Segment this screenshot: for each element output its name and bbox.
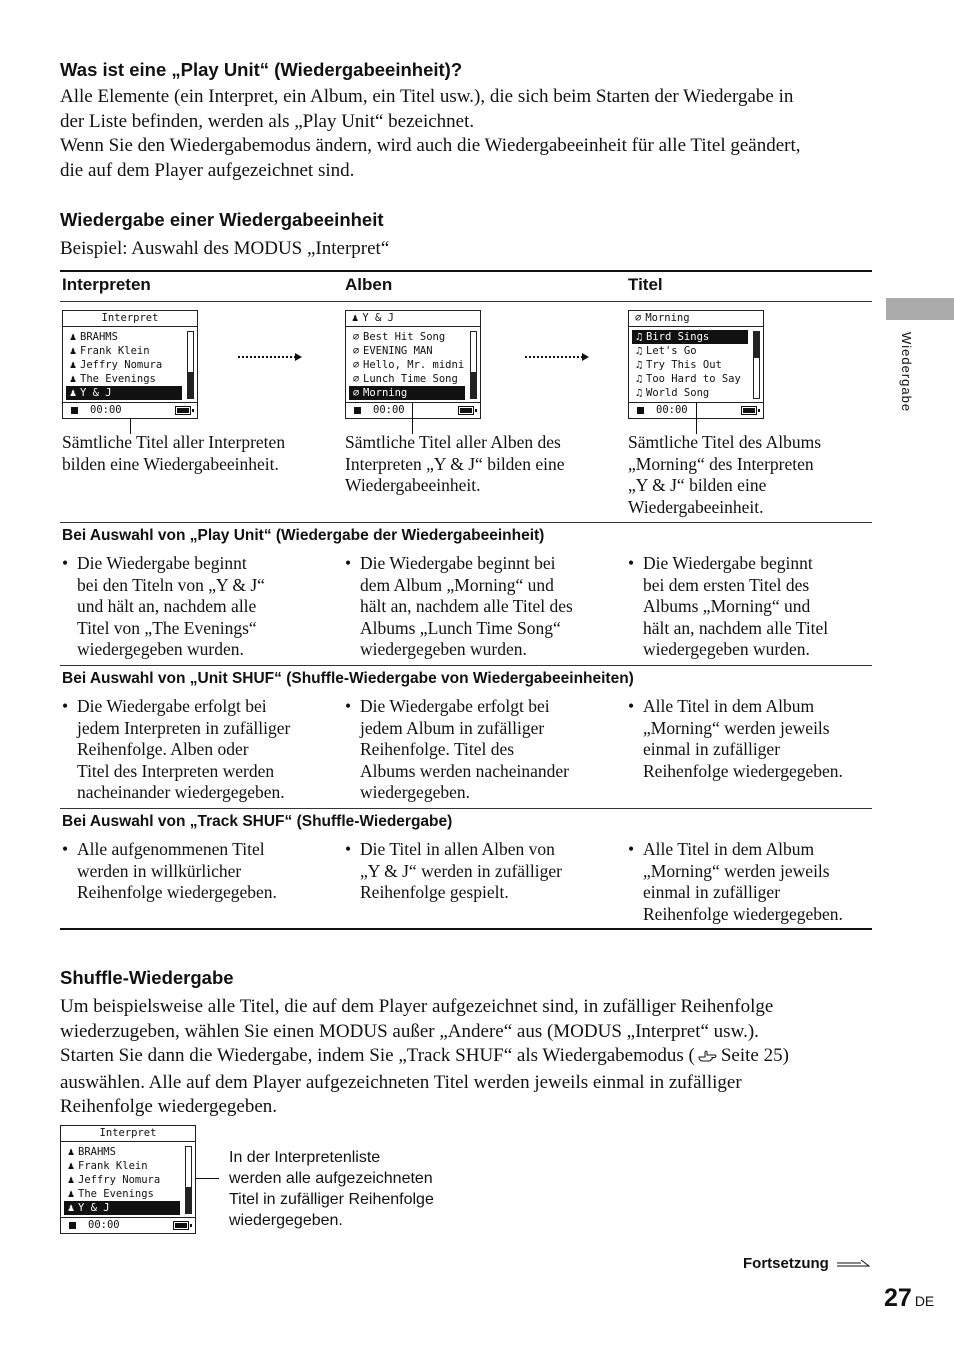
screen-status-bar	[63, 402, 197, 418]
bullet-text	[77, 839, 277, 904]
screen-list-item[interactable]	[349, 358, 465, 372]
text-line: Die Wiedergabe beginnt bei	[360, 553, 556, 573]
text-line: Die Wiedergabe erfolgt bei	[77, 696, 267, 716]
screen-list-item[interactable]	[632, 344, 748, 358]
album-icon: ⌀	[352, 345, 360, 357]
text-line: Die Wiedergabe beginnt	[643, 553, 813, 573]
text-line: Reihenfolge wiedergegeben.	[643, 903, 843, 924]
shuffle-heading: Shuffle-Wiedergabe	[60, 967, 234, 988]
screen-list-item[interactable]	[349, 372, 465, 386]
bullet-text	[77, 553, 265, 661]
screen-list-item[interactable]	[632, 358, 748, 372]
screen-list-item-label: Try This Out	[646, 359, 722, 371]
screen-list-item[interactable]	[64, 1173, 180, 1187]
text-line: Alle Elemente (ein Interpret, ein Album, ein Titel usw.), die sich beim Starten der Wiedergabe in	[60, 86, 794, 107]
scrollbar[interactable]	[753, 331, 760, 399]
section-heading: Bei Auswahl von „Track SHUF“ (Shuffle-Wiedergabe)	[62, 813, 453, 830]
text-line: bilden eine Wiedergabeeinheit.	[62, 453, 279, 474]
scrollbar[interactable]	[470, 331, 477, 399]
text-line: „Y & J“ werden in zufälliger	[360, 860, 562, 881]
section-rule	[60, 522, 872, 523]
text-line-content: wiederzugeben, wählen Sie einen MODUS außer „Andere“ aus (MODUS „Interpret“ usw.).	[60, 1020, 759, 1042]
screen-list-item[interactable]	[64, 1159, 180, 1173]
section-heading: Bei Auswahl von „Unit SHUF“ (Shuffle-Wiedergabe von Wiedergabeeinheiten)	[62, 670, 634, 687]
elapsed-time: 00:00	[90, 404, 122, 416]
album-icon: ⌀	[352, 373, 360, 385]
page-number	[884, 1284, 934, 1313]
bullet-text	[77, 696, 290, 804]
screen-status-bar	[61, 1217, 195, 1233]
battery-icon	[173, 1221, 189, 1230]
text-line: nacheinander wiedergegeben.	[77, 782, 285, 803]
bullet-text	[643, 839, 843, 925]
person-icon: ♟	[352, 312, 359, 324]
screen-list-item[interactable]	[66, 358, 182, 372]
text-line: Albums „Morning“ und	[643, 596, 811, 617]
screen-title-text: Interpret	[101, 312, 159, 324]
screen-list-item[interactable]	[64, 1187, 180, 1201]
text-line: „Y & J“ bilden eine	[628, 475, 767, 496]
elapsed-time: 00:00	[656, 404, 688, 416]
text-line: Reihenfolge gespielt.	[360, 882, 509, 903]
bullet-icon: •	[628, 553, 635, 573]
side-tab-label: Wiedergabe	[899, 332, 914, 413]
callout-line	[696, 402, 697, 434]
screen-list-item[interactable]	[64, 1201, 180, 1215]
person-icon: ♟	[67, 1188, 75, 1200]
screen-list-item-label: Too Hard to Say	[646, 373, 741, 385]
bullet-icon: •	[628, 696, 635, 716]
section-rule	[60, 665, 872, 666]
battery-level	[177, 408, 189, 413]
section-heading: Was ist eine „Play Unit“ (Wiedergabeeinheit)?	[60, 59, 463, 80]
battery-level	[175, 1223, 187, 1228]
text-line: wiedergegeben wurden.	[360, 639, 527, 660]
screen-list-item-label: Lunch Time Song	[363, 373, 458, 385]
text-line: Alle aufgenommenen Titel	[77, 839, 265, 859]
bullet-text	[360, 839, 562, 904]
screen-caption	[62, 432, 285, 475]
text-line: jedem Album in zufälliger	[360, 717, 545, 738]
screen-list-item[interactable]	[632, 330, 748, 344]
screen-list-item-label: Jeffry Nomura	[80, 359, 163, 371]
text-line: Titel in zufälliger Reihenfolge	[229, 1191, 434, 1208]
text-line: Wiedergabeeinheit.	[628, 496, 764, 517]
screen-title	[63, 311, 197, 327]
text-line	[60, 995, 789, 1020]
screen-list-item-label: Y & J	[80, 387, 112, 399]
text-line-content: auswählen. Alle auf dem Player aufgezeichneten Titel werden jeweils einmal in zufälliger	[60, 1071, 742, 1093]
text-line: bei dem ersten Titel des	[643, 574, 810, 595]
screen-list-item[interactable]	[349, 386, 465, 400]
album-icon: ⌀	[352, 331, 360, 343]
text-line	[60, 1071, 789, 1096]
screen-list-item[interactable]	[66, 330, 182, 344]
note-icon: ♫	[635, 331, 643, 343]
column-header-alben: Alben	[345, 275, 393, 294]
screen-title	[61, 1126, 195, 1142]
text-line: jedem Interpreten in zufälliger	[77, 717, 291, 738]
person-icon: ♟	[69, 345, 77, 357]
screen-list-item-label: Morning	[363, 387, 408, 399]
column-header-titel: Titel	[628, 275, 663, 294]
person-icon: ♟	[67, 1174, 75, 1186]
arrow-right-icon	[525, 356, 583, 358]
screen-caption	[628, 432, 821, 518]
bottom-caption	[229, 1147, 434, 1231]
text-line-content: Starten Sie dann die Wiedergabe, indem Sie „Track SHUF“ als Wiedergabemodus (	[60, 1045, 695, 1066]
text-line: Alle Titel in dem Album	[643, 696, 815, 716]
page-number-value: 27	[884, 1284, 912, 1312]
screen-list-item[interactable]	[349, 330, 465, 344]
note-icon: ♫	[635, 359, 643, 371]
person-icon: ♟	[67, 1160, 75, 1172]
player-screen	[62, 310, 198, 419]
scrollbar-thumb	[188, 372, 193, 398]
text-line: Sämtliche Titel des Albums	[628, 432, 822, 452]
person-icon: ♟	[67, 1146, 75, 1158]
section-heading: Bei Auswahl von „Play Unit“ (Wiedergabe der Wiedergabeeinheit)	[62, 527, 545, 544]
text-line: einmal in zufälliger	[643, 882, 781, 903]
text-line: Albums „Lunch Time Song“	[360, 617, 561, 638]
page-language: DE	[914, 1293, 935, 1309]
text-line	[60, 1095, 789, 1120]
text-line: der Liste befinden, werden als „Play Unit“ bezeichnet.	[60, 110, 475, 132]
scrollbar-thumb	[754, 332, 759, 358]
screen-list-item[interactable]	[632, 372, 748, 386]
scrollbar[interactable]	[185, 1146, 192, 1214]
pointing-hand-icon	[698, 1046, 718, 1071]
section-rule	[60, 808, 872, 809]
text-line: Titel des Interpreten werden	[77, 760, 275, 781]
page-reference: Seite 25)	[720, 1045, 789, 1066]
text-line-content: Reihenfolge wiedergegeben.	[60, 1096, 278, 1117]
text-line: Wiedergabeeinheit.	[345, 475, 481, 496]
bullet-icon: •	[62, 553, 69, 573]
battery-icon	[458, 406, 474, 415]
side-tab-marker	[886, 298, 954, 320]
text-line: Reihenfolge. Titel des	[360, 739, 515, 760]
bullet-icon: •	[628, 839, 635, 859]
note-icon: ♫	[635, 373, 643, 385]
screen-title-text: Y & J	[362, 312, 394, 324]
screen-list-item-label: EVENING MAN	[363, 345, 433, 357]
elapsed-time: 00:00	[88, 1219, 120, 1231]
bullet-icon: •	[345, 553, 352, 573]
callout-line	[412, 402, 413, 434]
note-icon: ♫	[635, 387, 643, 399]
text-line: „Morning“ werden jeweils	[643, 717, 830, 738]
screen-list-item-label: Best Hit Song	[363, 331, 446, 343]
screen-list-item-label: BRAHMS	[78, 1146, 116, 1158]
text-line: Wenn Sie den Wiedergabemodus ändern, wird auch die Wiedergabeeinheit für alle Titel geändert,	[60, 135, 801, 156]
text-line: einmal in zufälliger	[643, 739, 781, 760]
album-icon: ⌀	[352, 387, 360, 399]
text-line: Die Wiedergabe beginnt	[77, 553, 247, 573]
screen-list-item-label: Frank Klein	[78, 1160, 148, 1172]
screen-title	[346, 311, 480, 327]
text-line: hält an, nachdem alle Titel	[643, 617, 829, 638]
continuation-label	[743, 1255, 871, 1272]
screen-list-item-label: The Evenings	[80, 373, 156, 385]
person-icon: ♟	[67, 1202, 75, 1214]
battery-icon	[741, 406, 757, 415]
text-line: Die Wiedergabe erfolgt bei	[360, 696, 550, 716]
sub-heading: Wiedergabe einer Wiedergabeeinheit	[60, 209, 384, 230]
table-top-rule	[60, 270, 872, 272]
battery-level	[743, 408, 755, 413]
scrollbar-thumb	[186, 1187, 191, 1213]
continuation-text: Fortsetzung	[743, 1255, 829, 1272]
person-icon: ♟	[69, 373, 77, 385]
text-line: wiedergegeben wurden.	[77, 639, 244, 660]
elapsed-time: 00:00	[373, 404, 405, 416]
battery-level	[460, 408, 472, 413]
example-label: Beispiel: Auswahl des MODUS „Interpret“	[60, 238, 390, 259]
screen-list-item[interactable]	[64, 1145, 180, 1159]
text-line: wiedergegeben.	[360, 782, 470, 803]
text-line: Titel von „The Evenings“	[77, 617, 257, 638]
text-line: Alle Titel in dem Album	[643, 839, 815, 859]
text-line: Die Titel in allen Alben von	[360, 839, 555, 859]
screen-list-item-label: Bird Sings	[646, 331, 710, 343]
table-header-rule	[60, 301, 872, 302]
person-icon: ♟	[69, 387, 77, 399]
text-line: und hält an, nachdem alle	[77, 596, 257, 617]
text-line: Reihenfolge wiedergegeben.	[77, 882, 277, 903]
person-icon: ♟	[69, 359, 77, 371]
scrollbar-thumb	[471, 372, 476, 398]
text-line: hält an, nachdem alle Titel des	[360, 596, 573, 617]
bullet-icon: •	[345, 696, 352, 716]
screen-list-item-label: Hello, Mr. midni	[363, 359, 465, 371]
screen-list-item[interactable]	[66, 372, 182, 386]
player-screen	[345, 310, 481, 419]
column-header-interpreten: Interpreten	[62, 275, 151, 294]
album-icon: ⌀	[352, 359, 360, 371]
bullet-icon: •	[345, 839, 352, 859]
bullet-text	[643, 553, 828, 661]
text-line: Interpreten „Y & J“ bilden eine	[345, 453, 565, 474]
text-line: „Morning“ werden jeweils	[643, 860, 830, 881]
text-line: werden alle aufgezeichneten	[229, 1170, 433, 1187]
bullet-text	[360, 696, 569, 804]
continuation-arrow-icon	[837, 1255, 871, 1263]
screen-list-item[interactable]	[349, 344, 465, 358]
text-line: Reihenfolge. Alben oder	[77, 739, 249, 760]
text-line: Sämtliche Titel aller Interpreten	[62, 432, 286, 452]
text-line: dem Album „Morning“ und	[360, 574, 554, 595]
screen-list-item[interactable]	[66, 386, 182, 400]
arrow-right-icon	[238, 356, 296, 358]
stop-icon	[354, 407, 361, 414]
player-screen	[60, 1125, 196, 1234]
text-line: In der Interpretenliste	[229, 1149, 381, 1166]
screen-title-text: Morning	[645, 312, 690, 324]
text-line: die auf dem Player aufgezeichnet sind.	[60, 159, 355, 181]
shuffle-paragraph	[60, 995, 789, 1120]
bullet-text	[360, 553, 573, 661]
battery-icon	[175, 406, 191, 415]
screen-list-item-label: Let's Go	[646, 345, 697, 357]
text-line: bei den Titeln von „Y & J“	[77, 574, 265, 595]
bullet-icon: •	[62, 696, 69, 716]
person-icon: ♟	[69, 331, 77, 343]
screen-list-item-label: Frank Klein	[80, 345, 150, 357]
text-line: „Morning“ des Interpreten	[628, 453, 814, 474]
note-icon: ♫	[635, 345, 643, 357]
text-line: wiedergegeben.	[229, 1212, 343, 1229]
screen-title-text: Interpret	[99, 1127, 157, 1139]
screen-list-item-label: The Evenings	[78, 1188, 154, 1200]
stop-icon	[69, 1222, 76, 1229]
bullet-text	[643, 696, 843, 782]
screen-caption	[345, 432, 564, 497]
screen-title	[629, 311, 763, 327]
text-line: Reihenfolge wiedergegeben.	[643, 760, 843, 781]
text-line: werden in willkürlicher	[77, 860, 242, 881]
screen-list-item-label: World Song	[646, 387, 710, 399]
intro-paragraph	[60, 85, 801, 183]
screen-list-item-label: Jeffry Nomura	[78, 1174, 161, 1186]
text-line: wiedergegeben wurden.	[643, 639, 810, 660]
text-line	[60, 1044, 789, 1071]
album-icon: ⌀	[635, 312, 642, 324]
screen-list-item[interactable]	[632, 386, 748, 400]
scrollbar[interactable]	[187, 331, 194, 399]
text-line	[60, 1020, 789, 1045]
callout-line	[195, 1178, 219, 1179]
screen-status-bar	[346, 402, 480, 418]
stop-icon	[71, 407, 78, 414]
stop-icon	[637, 407, 644, 414]
text-line: Albums werden nacheinander	[360, 760, 569, 781]
screen-list-item-label: Y & J	[78, 1202, 110, 1214]
screen-list-item-label: BRAHMS	[80, 331, 118, 343]
bullet-icon: •	[62, 839, 69, 859]
table-bottom-rule	[60, 928, 872, 930]
screen-list-item[interactable]	[66, 344, 182, 358]
text-line: Sämtliche Titel aller Alben des	[345, 432, 561, 452]
text-line-content: Um beispielsweise alle Titel, die auf dem Player aufgezeichnet sind, in zufälliger Reihenfolge	[60, 996, 774, 1017]
